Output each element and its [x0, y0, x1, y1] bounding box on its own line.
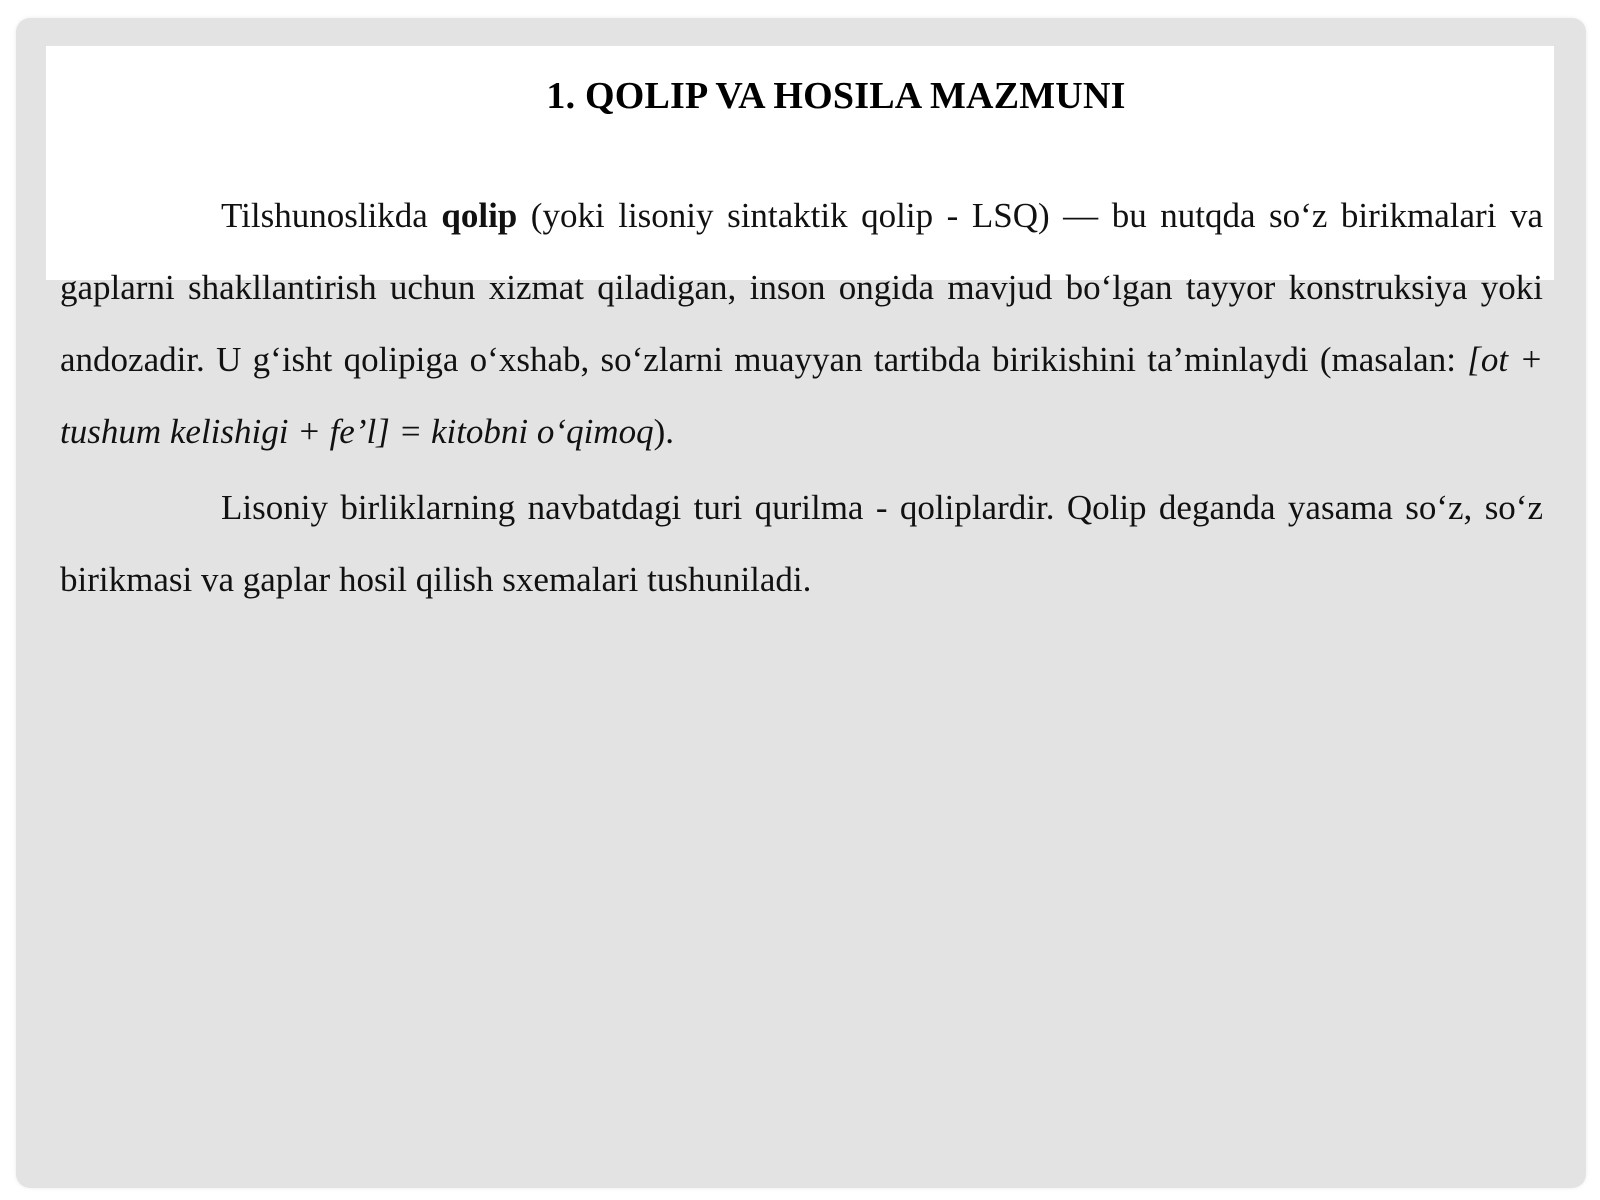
slide-title: 1. QOLIP VA HOSILA MAZMUNI — [546, 75, 1126, 117]
paragraph-1-text-start: Tilshunoslikda — [221, 196, 442, 235]
paragraph-1 — [60, 180, 1543, 468]
paragraph-2: Lisoniy birliklarning navbatdagi turi qurilma - qoliplardir. Qolip deganda yasama so‘z, so‘z birikmasi va gaplar hosil qilish sxemalari tushuniladi. — [60, 488, 1543, 599]
paragraph-1-text-middle: (yoki lisoniy sintaktik qolip - LSQ) — bu nutqda so‘z birikmalari va gaplarni shakllantirish uchun xizmat qiladigan, inson ongida mavjud bo‘lgan tayyor konstruksiya yoki andozadir. U g‘isht qolipiga o‘xshab, so‘zlarni muayyan tartibda birikishini ta’minlaydi (masalan: — [60, 196, 1543, 379]
paragraph-1-text-end: ). — [653, 412, 674, 451]
slide-body — [60, 180, 1543, 620]
example-formula: [ot + tushum kelishigi + fe’l] = kitobni o‘qimoq — [60, 340, 1543, 451]
term-qolip: qolip — [441, 196, 518, 235]
